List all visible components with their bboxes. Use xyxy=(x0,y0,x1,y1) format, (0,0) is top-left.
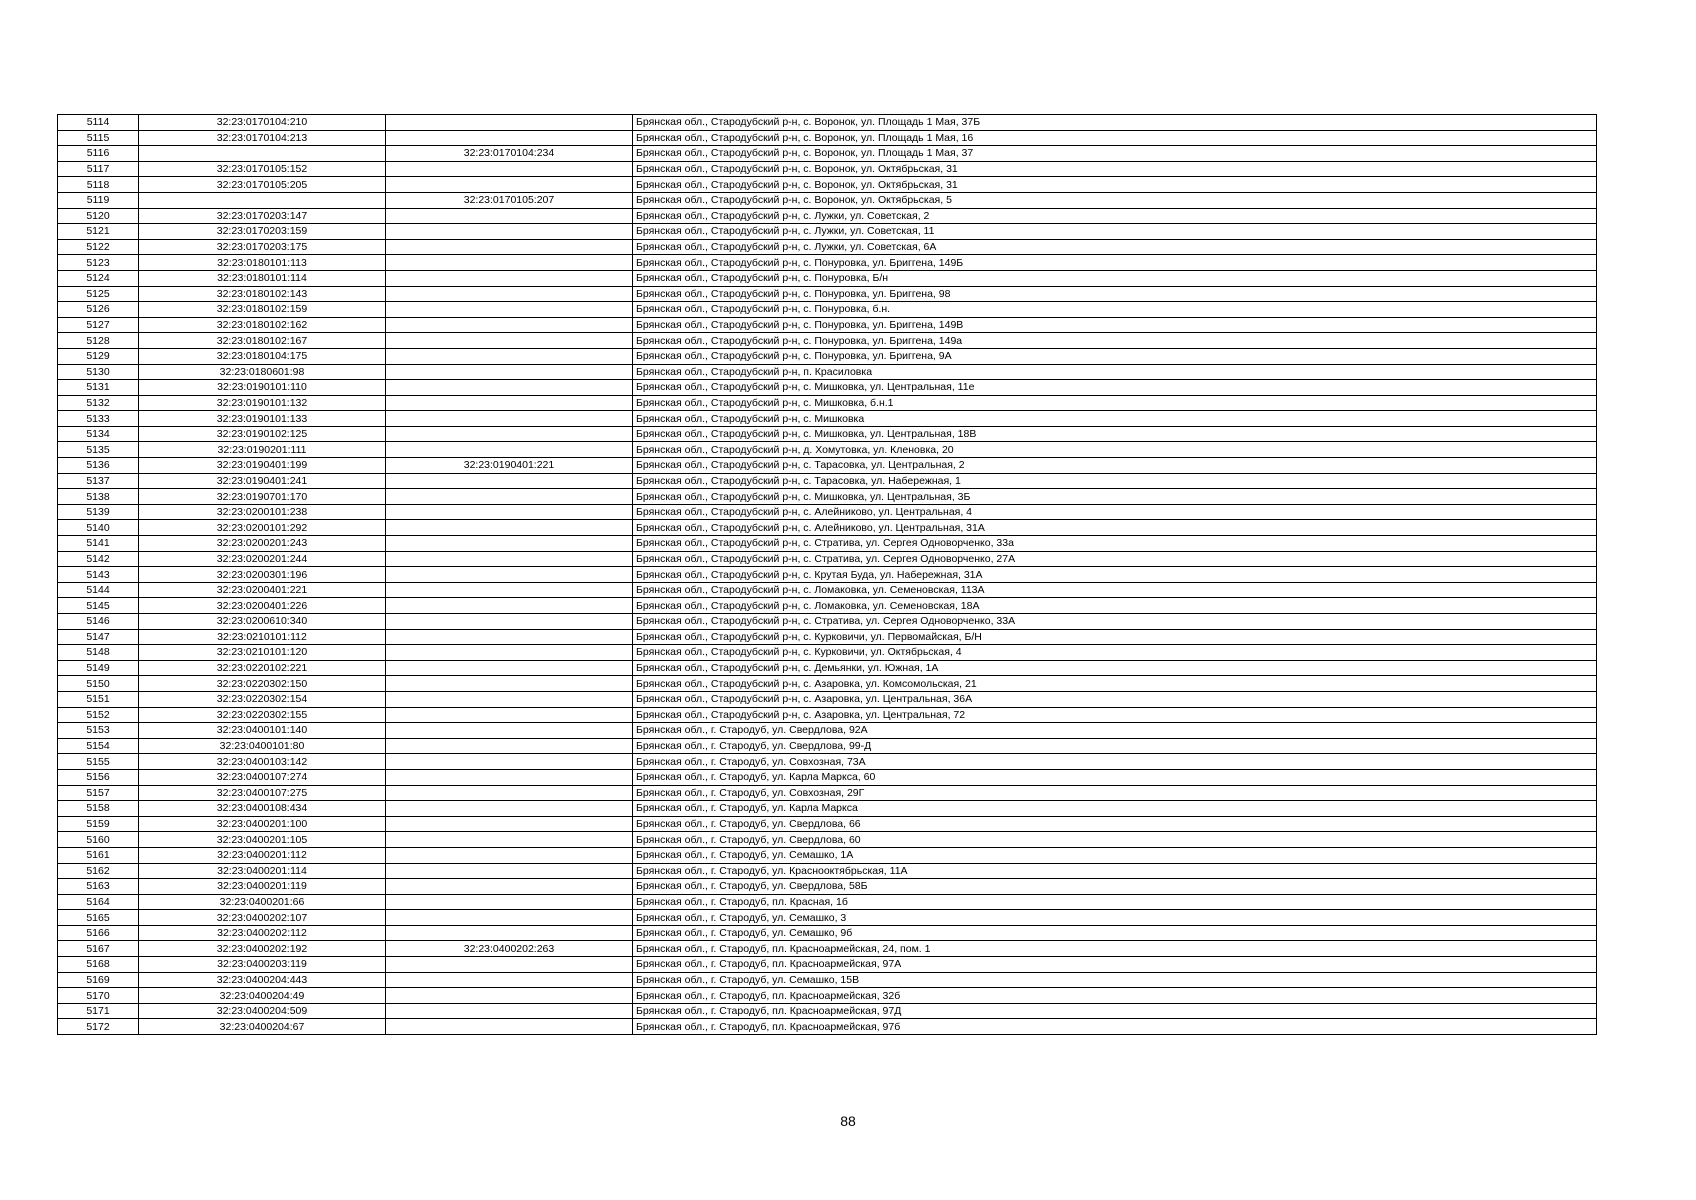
cadastral-number-cell: 32:23:0210101:112 xyxy=(139,629,386,645)
related-cadastral-number-cell xyxy=(386,208,633,224)
row-number-cell: 5144 xyxy=(58,582,139,598)
table-row xyxy=(58,333,1597,349)
cadastral-number-cell xyxy=(139,192,386,208)
table-row xyxy=(58,801,1597,817)
row-number-cell: 5153 xyxy=(58,723,139,739)
row-number-cell: 5155 xyxy=(58,754,139,770)
cadastral-number-cell: 32:23:0170203:159 xyxy=(139,224,386,240)
address-cell: Брянская обл., Стародубский р-н, с. Стратива, ул. Сергея Одноворченко, 33А xyxy=(633,614,1597,630)
related-cadastral-number-cell xyxy=(386,536,633,552)
table-row xyxy=(58,1003,1597,1019)
cadastral-number-cell: 32:23:0400202:112 xyxy=(139,925,386,941)
address-cell: Брянская обл., Стародубский р-н, с. Алейниково, ул. Центральная, 31А xyxy=(633,520,1597,536)
cadastral-number-cell: 32:23:0190401:241 xyxy=(139,473,386,489)
table-row xyxy=(58,270,1597,286)
address-cell: Брянская обл., Стародубский р-н, с. Крутая Буда, ул. Набережная, 31А xyxy=(633,567,1597,583)
cadastral-registry-table xyxy=(57,114,1597,1035)
row-number-cell: 5161 xyxy=(58,847,139,863)
table-row xyxy=(58,925,1597,941)
row-number-cell: 5145 xyxy=(58,598,139,614)
table-row xyxy=(58,208,1597,224)
table-row xyxy=(58,348,1597,364)
cadastral-number-cell: 32:23:0400201:105 xyxy=(139,832,386,848)
cadastral-number-cell: 32:23:0400204:443 xyxy=(139,972,386,988)
table-row xyxy=(58,177,1597,193)
row-number-cell: 5129 xyxy=(58,348,139,364)
cadastral-number-cell: 32:23:0190101:133 xyxy=(139,411,386,427)
related-cadastral-number-cell xyxy=(386,1003,633,1019)
address-cell: Брянская обл., Стародубский р-н, с. Демьянки, ул. Южная, 1А xyxy=(633,660,1597,676)
related-cadastral-number-cell xyxy=(386,723,633,739)
address-cell: Брянская обл., г. Стародуб, ул. Свердлова, 60 xyxy=(633,832,1597,848)
cadastral-number-cell: 32:23:0400203:119 xyxy=(139,957,386,973)
related-cadastral-number-cell xyxy=(386,504,633,520)
address-cell: Брянская обл., г. Стародуб, ул. Свердлова, 92А xyxy=(633,723,1597,739)
address-cell: Брянская обл., Стародубский р-н, с. Мишковка, ул. Центральная, 3Б xyxy=(633,489,1597,505)
cadastral-number-cell: 32:23:0180101:113 xyxy=(139,255,386,271)
row-number-cell: 5154 xyxy=(58,738,139,754)
related-cadastral-number-cell xyxy=(386,629,633,645)
table-row xyxy=(58,161,1597,177)
table-row xyxy=(58,754,1597,770)
table-row xyxy=(58,239,1597,255)
cadastral-number-cell: 32:23:0180102:159 xyxy=(139,302,386,318)
row-number-cell: 5171 xyxy=(58,1003,139,1019)
table-row xyxy=(58,691,1597,707)
address-cell: Брянская обл., Стародубский р-н, с. Лужки, ул. Советская, 2 xyxy=(633,208,1597,224)
cadastral-number-cell: 32:23:0180102:167 xyxy=(139,333,386,349)
row-number-cell: 5147 xyxy=(58,629,139,645)
table-row xyxy=(58,614,1597,630)
address-cell: Брянская обл., Стародубский р-н, с. Понуровка, Б/н xyxy=(633,270,1597,286)
cadastral-number-cell: 32:23:0220302:155 xyxy=(139,707,386,723)
table-row xyxy=(58,1019,1597,1035)
cadastral-number-cell: 32:23:0220302:154 xyxy=(139,691,386,707)
cadastral-number-cell xyxy=(139,146,386,162)
related-cadastral-number-cell xyxy=(386,957,633,973)
row-number-cell: 5125 xyxy=(58,286,139,302)
cadastral-number-cell: 32:23:0170203:175 xyxy=(139,239,386,255)
address-cell: Брянская обл., Стародубский р-н, с. Азаровка, ул. Комсомольская, 21 xyxy=(633,676,1597,692)
related-cadastral-number-cell xyxy=(386,645,633,661)
row-number-cell: 5138 xyxy=(58,489,139,505)
row-number-cell: 5167 xyxy=(58,941,139,957)
table-row xyxy=(58,941,1597,957)
row-number-cell: 5170 xyxy=(58,988,139,1004)
table-row xyxy=(58,910,1597,926)
address-cell: Брянская обл., Стародубский р-н, с. Алейниково, ул. Центральная, 4 xyxy=(633,504,1597,520)
related-cadastral-number-cell: 32:23:0400202:263 xyxy=(386,941,633,957)
row-number-cell: 5135 xyxy=(58,442,139,458)
row-number-cell: 5146 xyxy=(58,614,139,630)
cadastral-number-cell: 32:23:0170104:210 xyxy=(139,115,386,131)
address-cell: Брянская обл., Стародубский р-н, с. Воронок, ул. Площадь 1 Мая, 37 xyxy=(633,146,1597,162)
table-row xyxy=(58,957,1597,973)
row-number-cell: 5162 xyxy=(58,863,139,879)
address-cell: Брянская обл., г. Стародуб, ул. Семашко, 1А xyxy=(633,847,1597,863)
address-cell: Брянская обл., Стародубский р-н, с. Лужки, ул. Советская, 6А xyxy=(633,239,1597,255)
address-cell: Брянская обл., г. Стародуб, ул. Совхозная, 73А xyxy=(633,754,1597,770)
row-number-cell: 5126 xyxy=(58,302,139,318)
address-cell: Брянская обл., г. Стародуб, ул. Свердлова, 58Б xyxy=(633,879,1597,895)
table-row xyxy=(58,192,1597,208)
cadastral-number-cell: 32:23:0400202:107 xyxy=(139,910,386,926)
row-number-cell: 5151 xyxy=(58,691,139,707)
table-row xyxy=(58,473,1597,489)
table-row xyxy=(58,224,1597,240)
cadastral-number-cell: 32:23:0190701:170 xyxy=(139,489,386,505)
table-row xyxy=(58,411,1597,427)
table-row xyxy=(58,582,1597,598)
related-cadastral-number-cell xyxy=(386,302,633,318)
address-cell: Брянская обл., Стародубский р-н, с. Стратива, ул. Сергея Одноворченко, 27А xyxy=(633,551,1597,567)
related-cadastral-number-cell xyxy=(386,879,633,895)
cadastral-number-cell: 32:23:0170203:147 xyxy=(139,208,386,224)
row-number-cell: 5140 xyxy=(58,520,139,536)
row-number-cell: 5160 xyxy=(58,832,139,848)
cadastral-number-cell: 32:23:0400201:119 xyxy=(139,879,386,895)
related-cadastral-number-cell xyxy=(386,754,633,770)
related-cadastral-number-cell xyxy=(386,660,633,676)
table-row xyxy=(58,551,1597,567)
related-cadastral-number-cell xyxy=(386,333,633,349)
related-cadastral-number-cell xyxy=(386,614,633,630)
cadastral-number-cell: 32:23:0180102:162 xyxy=(139,317,386,333)
address-cell: Брянская обл., г. Стародуб, ул. Карла Маркса, 60 xyxy=(633,769,1597,785)
cadastral-number-cell: 32:23:0170105:152 xyxy=(139,161,386,177)
row-number-cell: 5133 xyxy=(58,411,139,427)
row-number-cell: 5148 xyxy=(58,645,139,661)
related-cadastral-number-cell xyxy=(386,832,633,848)
cadastral-number-cell: 32:23:0200201:243 xyxy=(139,536,386,552)
row-number-cell: 5132 xyxy=(58,395,139,411)
related-cadastral-number-cell xyxy=(386,520,633,536)
cadastral-number-cell: 32:23:0190101:132 xyxy=(139,395,386,411)
cadastral-number-cell: 32:23:0210101:120 xyxy=(139,645,386,661)
address-cell: Брянская обл., Стародубский р-н, с. Мишковка, ул. Центральная, 18В xyxy=(633,426,1597,442)
table-row xyxy=(58,723,1597,739)
table-row xyxy=(58,426,1597,442)
cadastral-number-cell: 32:23:0180102:143 xyxy=(139,286,386,302)
address-cell: Брянская обл., г. Стародуб, пл. Красная, 1б xyxy=(633,894,1597,910)
address-cell: Брянская обл., г. Стародуб, пл. Красноармейская, 97б xyxy=(633,1019,1597,1035)
address-cell: Брянская обл., Стародубский р-н, с. Понуровка, ул. Бриггена, 149Б xyxy=(633,255,1597,271)
table-row xyxy=(58,645,1597,661)
cadastral-number-cell: 32:23:0180104:175 xyxy=(139,348,386,364)
address-cell: Брянская обл., г. Стародуб, ул. Совхозная, 29Г xyxy=(633,785,1597,801)
related-cadastral-number-cell xyxy=(386,317,633,333)
cadastral-number-cell: 32:23:0400103:142 xyxy=(139,754,386,770)
row-number-cell: 5121 xyxy=(58,224,139,240)
table-row xyxy=(58,489,1597,505)
cadastral-number-cell: 32:23:0400204:67 xyxy=(139,1019,386,1035)
cadastral-number-cell: 32:23:0200610:340 xyxy=(139,614,386,630)
table-row xyxy=(58,302,1597,318)
table-row xyxy=(58,769,1597,785)
cadastral-number-cell: 32:23:0170105:205 xyxy=(139,177,386,193)
cadastral-number-cell: 32:23:0200101:292 xyxy=(139,520,386,536)
registry-table-body xyxy=(58,115,1597,1035)
row-number-cell: 5164 xyxy=(58,894,139,910)
table-row xyxy=(58,286,1597,302)
address-cell: Брянская обл., Стародубский р-н, с. Тарасовка, ул. Центральная, 2 xyxy=(633,458,1597,474)
table-row xyxy=(58,536,1597,552)
table-row xyxy=(58,707,1597,723)
related-cadastral-number-cell xyxy=(386,551,633,567)
row-number-cell: 5166 xyxy=(58,925,139,941)
address-cell: Брянская обл., Стародубский р-н, с. Курковичи, ул. Первомайская, Б/Н xyxy=(633,629,1597,645)
table-row xyxy=(58,255,1597,271)
row-number-cell: 5115 xyxy=(58,130,139,146)
cadastral-number-cell: 32:23:0200401:226 xyxy=(139,598,386,614)
row-number-cell: 5127 xyxy=(58,317,139,333)
table-row xyxy=(58,629,1597,645)
table-row xyxy=(58,598,1597,614)
address-cell: Брянская обл., Стародубский р-н, с. Понуровка, ул. Бриггена, 149В xyxy=(633,317,1597,333)
address-cell: Брянская обл., г. Стародуб, пл. Красноармейская, 32б xyxy=(633,988,1597,1004)
cadastral-number-cell: 32:23:0220302:150 xyxy=(139,676,386,692)
cadastral-number-cell: 32:23:0400204:49 xyxy=(139,988,386,1004)
address-cell: Брянская обл., г. Стародуб, ул. Семашко, 15В xyxy=(633,972,1597,988)
address-cell: Брянская обл., Стародубский р-н, с. Воронок, ул. Октябрьская, 31 xyxy=(633,177,1597,193)
cadastral-number-cell: 32:23:0400107:275 xyxy=(139,785,386,801)
related-cadastral-number-cell xyxy=(386,567,633,583)
related-cadastral-number-cell xyxy=(386,707,633,723)
cadastral-number-cell: 32:23:0180101:114 xyxy=(139,270,386,286)
address-cell: Брянская обл., г. Стародуб, пл. Красноармейская, 97Д xyxy=(633,1003,1597,1019)
cadastral-number-cell: 32:23:0400201:66 xyxy=(139,894,386,910)
cadastral-number-cell: 32:23:0180601:98 xyxy=(139,364,386,380)
cadastral-number-cell: 32:23:0400201:112 xyxy=(139,847,386,863)
table-row xyxy=(58,442,1597,458)
row-number-cell: 5128 xyxy=(58,333,139,349)
related-cadastral-number-cell xyxy=(386,270,633,286)
related-cadastral-number-cell: 32:23:0170105:207 xyxy=(386,192,633,208)
related-cadastral-number-cell xyxy=(386,395,633,411)
row-number-cell: 5158 xyxy=(58,801,139,817)
related-cadastral-number-cell xyxy=(386,847,633,863)
cadastral-number-cell: 32:23:0220102:221 xyxy=(139,660,386,676)
address-cell: Брянская обл., Стародубский р-н, с. Воронок, ул. Площадь 1 Мая, 16 xyxy=(633,130,1597,146)
address-cell: Брянская обл., Стародубский р-н, с. Понуровка, б.н. xyxy=(633,302,1597,318)
address-cell: Брянская обл., Стародубский р-н, с. Азаровка, ул. Центральная, 72 xyxy=(633,707,1597,723)
related-cadastral-number-cell xyxy=(386,177,633,193)
page-number: 88 xyxy=(840,1113,856,1129)
address-cell: Брянская обл., Стародубский р-н, с. Тарасовка, ул. Набережная, 1 xyxy=(633,473,1597,489)
related-cadastral-number-cell xyxy=(386,255,633,271)
table-row xyxy=(58,676,1597,692)
address-cell: Брянская обл., г. Стародуб, ул. Краснооктябрьская, 11А xyxy=(633,863,1597,879)
related-cadastral-number-cell xyxy=(386,489,633,505)
related-cadastral-number-cell xyxy=(386,801,633,817)
related-cadastral-number-cell xyxy=(386,473,633,489)
cadastral-number-cell: 32:23:0200401:221 xyxy=(139,582,386,598)
related-cadastral-number-cell xyxy=(386,130,633,146)
related-cadastral-number-cell xyxy=(386,972,633,988)
address-cell: Брянская обл., Стародубский р-н, с. Понуровка, ул. Бриггена, 98 xyxy=(633,286,1597,302)
table-row xyxy=(58,894,1597,910)
cadastral-number-cell: 32:23:0400107:274 xyxy=(139,769,386,785)
address-cell: Брянская обл., Стародубский р-н, с. Мишковка, ул. Центральная, 11е xyxy=(633,380,1597,396)
cadastral-number-cell: 32:23:0190401:199 xyxy=(139,458,386,474)
address-cell: Брянская обл., г. Стародуб, ул. Семашко, 3 xyxy=(633,910,1597,926)
row-number-cell: 5119 xyxy=(58,192,139,208)
table-row xyxy=(58,832,1597,848)
table-row xyxy=(58,520,1597,536)
row-number-cell: 5143 xyxy=(58,567,139,583)
address-cell: Брянская обл., Стародубский р-н, с. Курковичи, ул. Октябрьская, 4 xyxy=(633,645,1597,661)
row-number-cell: 5118 xyxy=(58,177,139,193)
address-cell: Брянская обл., Стародубский р-н, д. Хомутовка, ул. Кленовка, 20 xyxy=(633,442,1597,458)
row-number-cell: 5120 xyxy=(58,208,139,224)
related-cadastral-number-cell: 32:23:0170104:234 xyxy=(386,146,633,162)
row-number-cell: 5163 xyxy=(58,879,139,895)
address-cell: Брянская обл., Стародубский р-н, с. Воронок, ул. Октябрьская, 31 xyxy=(633,161,1597,177)
table-row xyxy=(58,504,1597,520)
related-cadastral-number-cell xyxy=(386,910,633,926)
related-cadastral-number-cell xyxy=(386,676,633,692)
table-row xyxy=(58,863,1597,879)
cadastral-number-cell: 32:23:0400201:100 xyxy=(139,816,386,832)
cadastral-number-cell: 32:23:0200301:196 xyxy=(139,567,386,583)
table-row xyxy=(58,816,1597,832)
related-cadastral-number-cell xyxy=(386,380,633,396)
row-number-cell: 5142 xyxy=(58,551,139,567)
related-cadastral-number-cell xyxy=(386,364,633,380)
related-cadastral-number-cell xyxy=(386,239,633,255)
table-row xyxy=(58,879,1597,895)
row-number-cell: 5139 xyxy=(58,504,139,520)
address-cell: Брянская обл., Стародубский р-н, с. Лужки, ул. Советская, 11 xyxy=(633,224,1597,240)
related-cadastral-number-cell xyxy=(386,769,633,785)
table-row xyxy=(58,972,1597,988)
row-number-cell: 5117 xyxy=(58,161,139,177)
row-number-cell: 5149 xyxy=(58,660,139,676)
table-row xyxy=(58,785,1597,801)
cadastral-number-cell: 32:23:0400201:114 xyxy=(139,863,386,879)
table-row xyxy=(58,115,1597,131)
cadastral-number-cell: 32:23:0400101:140 xyxy=(139,723,386,739)
related-cadastral-number-cell xyxy=(386,816,633,832)
row-number-cell: 5150 xyxy=(58,676,139,692)
table-row xyxy=(58,988,1597,1004)
address-cell: Брянская обл., Стародубский р-н, с. Понуровка, ул. Бриггена, 149а xyxy=(633,333,1597,349)
related-cadastral-number-cell: 32:23:0190401:221 xyxy=(386,458,633,474)
row-number-cell: 5165 xyxy=(58,910,139,926)
row-number-cell: 5122 xyxy=(58,239,139,255)
related-cadastral-number-cell xyxy=(386,442,633,458)
table-row xyxy=(58,847,1597,863)
address-cell: Брянская обл., г. Стародуб, ул. Карла Маркса xyxy=(633,801,1597,817)
related-cadastral-number-cell xyxy=(386,863,633,879)
address-cell: Брянская обл., г. Стародуб, пл. Красноармейская, 97А xyxy=(633,957,1597,973)
related-cadastral-number-cell xyxy=(386,348,633,364)
address-cell: Брянская обл., Стародубский р-н, с. Воронок, ул. Площадь 1 Мая, 37Б xyxy=(633,115,1597,131)
table-row xyxy=(58,130,1597,146)
cadastral-number-cell: 32:23:0190101:110 xyxy=(139,380,386,396)
table-row xyxy=(58,317,1597,333)
table-row xyxy=(58,146,1597,162)
cadastral-number-cell: 32:23:0190102:125 xyxy=(139,426,386,442)
row-number-cell: 5116 xyxy=(58,146,139,162)
table-row xyxy=(58,738,1597,754)
related-cadastral-number-cell xyxy=(386,161,633,177)
address-cell: Брянская обл., г. Стародуб, ул. Свердлова, 99-Д xyxy=(633,738,1597,754)
address-cell: Брянская обл., Стародубский р-н, с. Понуровка, ул. Бриггена, 9А xyxy=(633,348,1597,364)
related-cadastral-number-cell xyxy=(386,691,633,707)
address-cell: Брянская обл., Стародубский р-н, с. Ломаковка, ул. Семеновская, 18А xyxy=(633,598,1597,614)
related-cadastral-number-cell xyxy=(386,115,633,131)
row-number-cell: 5169 xyxy=(58,972,139,988)
row-number-cell: 5168 xyxy=(58,957,139,973)
row-number-cell: 5141 xyxy=(58,536,139,552)
cadastral-number-cell: 32:23:0400202:192 xyxy=(139,941,386,957)
related-cadastral-number-cell xyxy=(386,582,633,598)
row-number-cell: 5157 xyxy=(58,785,139,801)
cadastral-number-cell: 32:23:0190201:111 xyxy=(139,442,386,458)
related-cadastral-number-cell xyxy=(386,785,633,801)
row-number-cell: 5114 xyxy=(58,115,139,131)
address-cell: Брянская обл., Стародубский р-н, с. Ломаковка, ул. Семеновская, 113А xyxy=(633,582,1597,598)
address-cell: Брянская обл., г. Стародуб, ул. Свердлова, 66 xyxy=(633,816,1597,832)
row-number-cell: 5123 xyxy=(58,255,139,271)
related-cadastral-number-cell xyxy=(386,286,633,302)
address-cell: Брянская обл., Стародубский р-н, с. Мишковка xyxy=(633,411,1597,427)
row-number-cell: 5152 xyxy=(58,707,139,723)
related-cadastral-number-cell xyxy=(386,1019,633,1035)
row-number-cell: 5124 xyxy=(58,270,139,286)
table-row xyxy=(58,567,1597,583)
address-cell: Брянская обл., Стародубский р-н, с. Азаровка, ул. Центральная, 36А xyxy=(633,691,1597,707)
cadastral-number-cell: 32:23:0170104:213 xyxy=(139,130,386,146)
related-cadastral-number-cell xyxy=(386,224,633,240)
row-number-cell: 5159 xyxy=(58,816,139,832)
related-cadastral-number-cell xyxy=(386,598,633,614)
related-cadastral-number-cell xyxy=(386,988,633,1004)
address-cell: Брянская обл., Стародубский р-н, с. Стратива, ул. Сергея Одноворченко, 33а xyxy=(633,536,1597,552)
cadastral-number-cell: 32:23:0400204:509 xyxy=(139,1003,386,1019)
row-number-cell: 5137 xyxy=(58,473,139,489)
table-row xyxy=(58,364,1597,380)
address-cell: Брянская обл., Стародубский р-н, с. Мишковка, б.н.1 xyxy=(633,395,1597,411)
row-number-cell: 5131 xyxy=(58,380,139,396)
address-cell: Брянская обл., г. Стародуб, ул. Семашко, 9б xyxy=(633,925,1597,941)
table-row xyxy=(58,380,1597,396)
cadastral-number-cell: 32:23:0200201:244 xyxy=(139,551,386,567)
cadastral-number-cell: 32:23:0200101:238 xyxy=(139,504,386,520)
row-number-cell: 5130 xyxy=(58,364,139,380)
related-cadastral-number-cell xyxy=(386,411,633,427)
row-number-cell: 5134 xyxy=(58,426,139,442)
related-cadastral-number-cell xyxy=(386,738,633,754)
related-cadastral-number-cell xyxy=(386,426,633,442)
address-cell: Брянская обл., Стародубский р-н, с. Воронок, ул. Октябрьская, 5 xyxy=(633,192,1597,208)
related-cadastral-number-cell xyxy=(386,894,633,910)
table-row xyxy=(58,458,1597,474)
address-cell: Брянская обл., г. Стародуб, пл. Красноармейская, 24, пом. 1 xyxy=(633,941,1597,957)
row-number-cell: 5172 xyxy=(58,1019,139,1035)
address-cell: Брянская обл., Стародубский р-н, п. Красиловка xyxy=(633,364,1597,380)
table-row xyxy=(58,395,1597,411)
table-row xyxy=(58,660,1597,676)
cadastral-number-cell: 32:23:0400101:80 xyxy=(139,738,386,754)
row-number-cell: 5136 xyxy=(58,458,139,474)
cadastral-number-cell: 32:23:0400108:434 xyxy=(139,801,386,817)
row-number-cell: 5156 xyxy=(58,769,139,785)
related-cadastral-number-cell xyxy=(386,925,633,941)
